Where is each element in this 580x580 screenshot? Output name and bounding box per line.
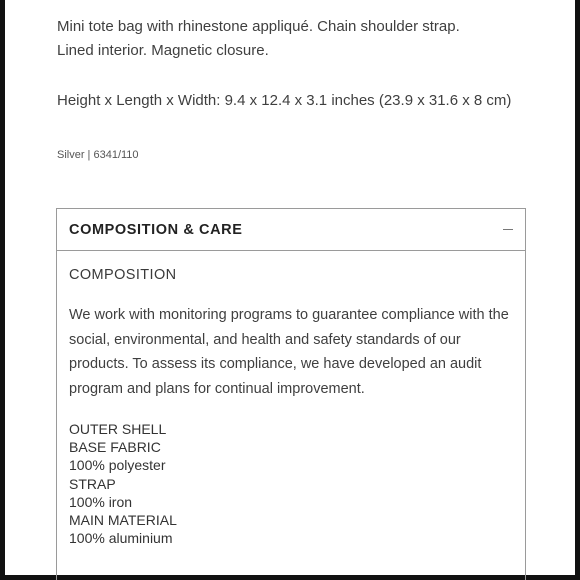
product-dimensions: Height x Length x Width: 9.4 x 12.4 x 3.1 inches (23.9 x 31.6 x 8 cm) (57, 92, 512, 109)
composition-care-body (57, 251, 525, 547)
material-heading-main-material: MAIN MATERIAL (69, 512, 177, 529)
compliance-paragraph: We work with monitoring programs to guarantee compliance with the social, environmental, and health and safety standards of our products. To assess its compliance, we have developed an audit program and plans for continual improvement. (69, 307, 509, 397)
minus-icon[interactable] (503, 229, 513, 230)
composition-care-toggle[interactable] (57, 209, 525, 251)
composition-section-title: COMPOSITION (69, 267, 177, 283)
material-value-aluminium: 100% aluminium (69, 530, 173, 547)
material-heading-base-fabric: BASE FABRIC (69, 439, 161, 456)
product-reference: Silver | 6341/110 (57, 149, 139, 161)
composition-care-title: COMPOSITION & CARE (69, 221, 243, 238)
materials-list (69, 420, 513, 547)
description-line-1: Mini tote bag with rhinestone appliqué. Chain shoulder strap. (57, 18, 460, 35)
description-line-2: Lined interior. Magnetic closure. (57, 42, 269, 59)
product-description (57, 15, 527, 63)
material-value-polyester: 100% polyester (69, 457, 166, 474)
material-heading-strap: STRAP (69, 475, 116, 492)
material-value-iron: 100% iron (69, 493, 133, 510)
composition-care-panel (56, 208, 526, 580)
material-heading-outer-shell: OUTER SHELL (69, 421, 167, 437)
